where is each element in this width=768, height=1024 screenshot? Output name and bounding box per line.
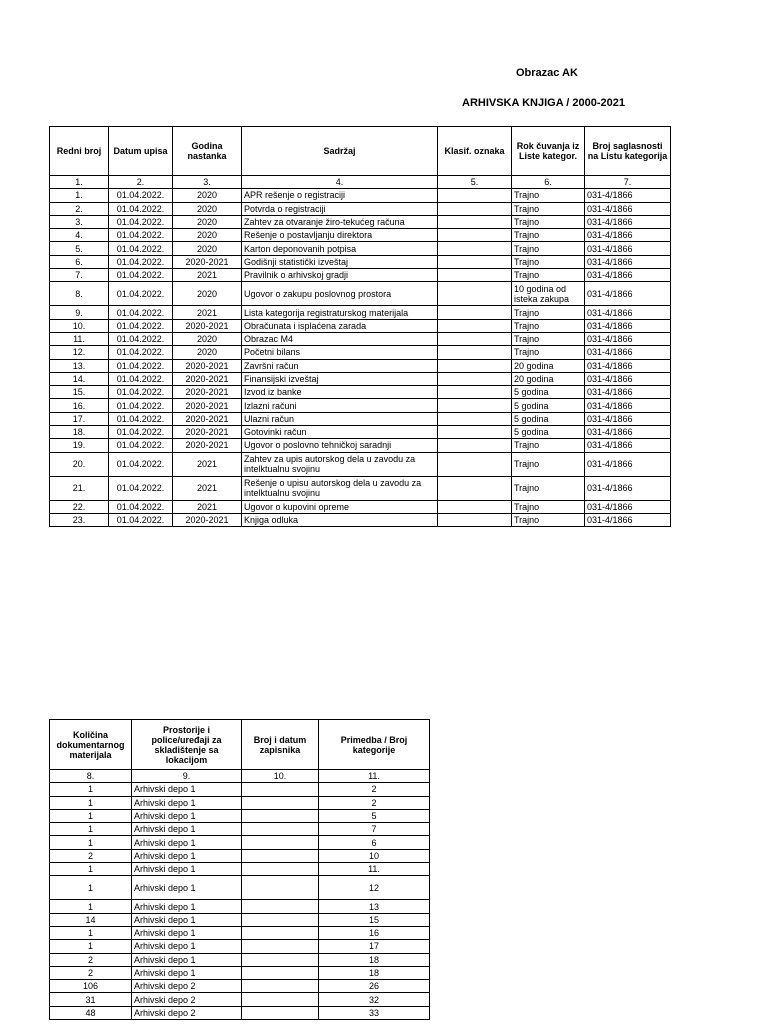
table-row (50, 189, 671, 202)
row-number-cell: 18. (50, 426, 109, 439)
retention-cell: 20 godina (512, 359, 585, 372)
record-cell (242, 980, 319, 993)
table-row (50, 900, 430, 913)
approval-number-cell: 031-4/1866 (585, 319, 671, 332)
table-row (50, 966, 430, 979)
date-cell: 01.04.2022. (109, 242, 173, 255)
row-number-cell: 14. (50, 372, 109, 385)
row-number-cell: 13. (50, 359, 109, 372)
table-row (50, 399, 671, 412)
retention-cell: Trajno (512, 452, 585, 476)
record-cell (242, 953, 319, 966)
note-cell: 26 (319, 980, 430, 993)
numbering-row (50, 770, 430, 783)
date-cell: 01.04.2022. (109, 359, 173, 372)
retention-cell: Trajno (512, 500, 585, 513)
year-cell: 2020 (173, 215, 242, 228)
classification-cell (438, 255, 512, 268)
retention-cell: Trajno (512, 306, 585, 319)
record-cell (242, 836, 319, 849)
classification-cell (438, 386, 512, 399)
record-cell (242, 940, 319, 953)
approval-number-cell: 031-4/1866 (585, 269, 671, 282)
table-row (50, 993, 430, 1006)
table-row (50, 476, 671, 500)
column-header: Količina dokumentarnog materijala (50, 720, 132, 770)
table-row (50, 876, 430, 900)
quantity-cell: 106 (50, 980, 132, 993)
record-cell (242, 1006, 319, 1019)
table-row (50, 849, 430, 862)
record-cell (242, 876, 319, 900)
retention-cell: 20 godina (512, 372, 585, 385)
year-cell: 2020 (173, 189, 242, 202)
retention-cell: Trajno (512, 202, 585, 215)
column-number-cell: 6. (512, 176, 585, 189)
year-cell: 2021 (173, 452, 242, 476)
note-cell: 17 (319, 940, 430, 953)
location-cell: Arhivski depo 1 (132, 876, 242, 900)
date-cell: 01.04.2022. (109, 439, 173, 452)
content-cell: Ugovor o poslovno tehničkoj saradnji (242, 439, 438, 452)
note-cell: 2 (319, 796, 430, 809)
date-cell: 01.04.2022. (109, 282, 173, 306)
approval-number-cell: 031-4/1866 (585, 439, 671, 452)
quantity-cell: 1 (50, 836, 132, 849)
row-number-cell: 16. (50, 399, 109, 412)
row-number-cell: 20. (50, 452, 109, 476)
classification-cell (438, 346, 512, 359)
year-cell: 2020-2021 (173, 513, 242, 526)
year-cell: 2020 (173, 202, 242, 215)
retention-cell: 5 godina (512, 399, 585, 412)
approval-number-cell: 031-4/1866 (585, 332, 671, 345)
approval-number-cell: 031-4/1866 (585, 202, 671, 215)
note-cell: 7 (319, 823, 430, 836)
note-cell: 15 (319, 913, 430, 926)
column-number-cell: 10. (242, 770, 319, 783)
date-cell: 01.04.2022. (109, 452, 173, 476)
retention-cell: 10 godina od isteka zakupa (512, 282, 585, 306)
location-cell: Arhivski depo 1 (132, 953, 242, 966)
note-cell: 16 (319, 926, 430, 939)
table-row (50, 372, 671, 385)
year-cell: 2020-2021 (173, 359, 242, 372)
location-cell: Arhivski depo 2 (132, 993, 242, 1006)
note-cell: 13 (319, 900, 430, 913)
content-cell: Rešenje o postavljanju direktora (242, 229, 438, 242)
retention-cell: Trajno (512, 513, 585, 526)
approval-number-cell: 031-4/1866 (585, 359, 671, 372)
content-cell: Godišnji statistički izveštaj (242, 255, 438, 268)
table-row (50, 913, 430, 926)
table-row (50, 269, 671, 282)
location-cell: Arhivski depo 1 (132, 926, 242, 939)
year-cell: 2020-2021 (173, 319, 242, 332)
year-cell: 2020 (173, 229, 242, 242)
year-cell: 2020-2021 (173, 255, 242, 268)
approval-number-cell: 031-4/1866 (585, 513, 671, 526)
location-cell: Arhivski depo 1 (132, 809, 242, 822)
content-cell: Početni bilans (242, 346, 438, 359)
quantity-cell: 1 (50, 796, 132, 809)
form-title: Obrazac AK (516, 67, 578, 79)
approval-number-cell: 031-4/1866 (585, 399, 671, 412)
row-number-cell: 6. (50, 255, 109, 268)
location-cell: Arhivski depo 1 (132, 796, 242, 809)
table-header-row (50, 127, 671, 176)
quantity-cell: 14 (50, 913, 132, 926)
note-cell: 12 (319, 876, 430, 900)
content-cell: Izlazni računi (242, 399, 438, 412)
column-header: Broj i datum zapisnika (242, 720, 319, 770)
content-cell: Zahtev za otvaranje žiro-tekućeg računa (242, 215, 438, 228)
row-number-cell: 8. (50, 282, 109, 306)
date-cell: 01.04.2022. (109, 215, 173, 228)
date-cell: 01.04.2022. (109, 500, 173, 513)
note-cell: 10 (319, 849, 430, 862)
column-number-cell: 1. (50, 176, 109, 189)
classification-cell (438, 452, 512, 476)
classification-cell (438, 513, 512, 526)
quantity-cell: 2 (50, 849, 132, 862)
quantity-cell: 1 (50, 809, 132, 822)
date-cell: 01.04.2022. (109, 412, 173, 425)
record-cell (242, 796, 319, 809)
table-row (50, 242, 671, 255)
approval-number-cell: 031-4/1866 (585, 412, 671, 425)
table-row (50, 255, 671, 268)
date-cell: 01.04.2022. (109, 319, 173, 332)
year-cell: 2020 (173, 346, 242, 359)
date-cell: 01.04.2022. (109, 372, 173, 385)
column-number-cell: 11. (319, 770, 430, 783)
table-row (50, 439, 671, 452)
year-cell: 2021 (173, 476, 242, 500)
column-header: Redni broj (50, 127, 109, 176)
location-cell: Arhivski depo 1 (132, 913, 242, 926)
table-row (50, 359, 671, 372)
row-number-cell: 4. (50, 229, 109, 242)
row-number-cell: 21. (50, 476, 109, 500)
classification-cell (438, 229, 512, 242)
note-cell: 11. (319, 863, 430, 876)
column-number-cell: 4. (242, 176, 438, 189)
table-row (50, 796, 430, 809)
quantity-cell: 1 (50, 876, 132, 900)
note-cell: 18 (319, 966, 430, 979)
column-header: Primedba / Broj kategorije (319, 720, 430, 770)
table-row (50, 953, 430, 966)
approval-number-cell: 031-4/1866 (585, 452, 671, 476)
table-row (50, 215, 671, 228)
approval-number-cell: 031-4/1866 (585, 306, 671, 319)
content-cell: Knjiga odluka (242, 513, 438, 526)
note-cell: 2 (319, 783, 430, 796)
column-number-cell: 3. (173, 176, 242, 189)
table-row (50, 926, 430, 939)
location-cell: Arhivski depo 1 (132, 966, 242, 979)
classification-cell (438, 359, 512, 372)
content-cell: Gotovinki račun (242, 426, 438, 439)
date-cell: 01.04.2022. (109, 255, 173, 268)
content-cell: Zahtev za upis autorskog dela u zavodu za intelktualnu svojinu (242, 452, 438, 476)
retention-cell: 5 godina (512, 426, 585, 439)
column-header: Godina nastanka (173, 127, 242, 176)
record-cell (242, 849, 319, 862)
table-row (50, 863, 430, 876)
row-number-cell: 9. (50, 306, 109, 319)
approval-number-cell: 031-4/1866 (585, 242, 671, 255)
date-cell: 01.04.2022. (109, 229, 173, 242)
classification-cell (438, 306, 512, 319)
table-row (50, 980, 430, 993)
year-cell: 2021 (173, 306, 242, 319)
classification-cell (438, 399, 512, 412)
table-row (50, 319, 671, 332)
location-cell: Arhivski depo 1 (132, 783, 242, 796)
quantity-cell: 1 (50, 863, 132, 876)
table-row (50, 809, 430, 822)
table-row (50, 346, 671, 359)
table-row (50, 783, 430, 796)
table-row (50, 332, 671, 345)
note-cell: 32 (319, 993, 430, 1006)
table-row (50, 500, 671, 513)
record-cell (242, 823, 319, 836)
date-cell: 01.04.2022. (109, 399, 173, 412)
quantity-cell: 2 (50, 966, 132, 979)
retention-cell: Trajno (512, 332, 585, 345)
content-cell: Obrazac M4 (242, 332, 438, 345)
location-cell: Arhivski depo 1 (132, 863, 242, 876)
year-cell: 2021 (173, 269, 242, 282)
date-cell: 01.04.2022. (109, 306, 173, 319)
numbering-row (50, 176, 671, 189)
retention-cell: 5 godina (512, 412, 585, 425)
date-cell: 01.04.2022. (109, 476, 173, 500)
year-cell: 2020-2021 (173, 426, 242, 439)
date-cell: 01.04.2022. (109, 386, 173, 399)
retention-cell: Trajno (512, 319, 585, 332)
classification-cell (438, 476, 512, 500)
retention-cell: Trajno (512, 346, 585, 359)
row-number-cell: 23. (50, 513, 109, 526)
row-number-cell: 2. (50, 202, 109, 215)
quantity-cell: 1 (50, 783, 132, 796)
record-cell (242, 993, 319, 1006)
location-cell: Arhivski depo 1 (132, 849, 242, 862)
approval-number-cell: 031-4/1866 (585, 282, 671, 306)
classification-cell (438, 439, 512, 452)
column-number-cell: 7. (585, 176, 671, 189)
date-cell: 01.04.2022. (109, 189, 173, 202)
note-cell: 18 (319, 953, 430, 966)
content-cell: Ulazni račun (242, 412, 438, 425)
quantity-cell: 1 (50, 926, 132, 939)
date-cell: 01.04.2022. (109, 426, 173, 439)
table-row (50, 202, 671, 215)
row-number-cell: 10. (50, 319, 109, 332)
column-number-cell: 9. (132, 770, 242, 783)
column-header: Sadržaj (242, 127, 438, 176)
date-cell: 01.04.2022. (109, 202, 173, 215)
archive-table (49, 126, 671, 527)
content-cell: Ugovor o kupovini opreme (242, 500, 438, 513)
approval-number-cell: 031-4/1866 (585, 426, 671, 439)
column-number-cell: 5. (438, 176, 512, 189)
location-cell: Arhivski depo 2 (132, 1006, 242, 1019)
note-cell: 5 (319, 809, 430, 822)
classification-cell (438, 282, 512, 306)
row-number-cell: 12. (50, 346, 109, 359)
column-header: Rok čuvanja iz Liste kategor. (512, 127, 585, 176)
record-cell (242, 966, 319, 979)
record-cell (242, 863, 319, 876)
location-cell: Arhivski depo 1 (132, 836, 242, 849)
approval-number-cell: 031-4/1866 (585, 372, 671, 385)
year-cell: 2020 (173, 332, 242, 345)
approval-number-cell: 031-4/1866 (585, 476, 671, 500)
storage-table (49, 719, 430, 1020)
record-cell (242, 783, 319, 796)
year-cell: 2020-2021 (173, 412, 242, 425)
row-number-cell: 17. (50, 412, 109, 425)
content-cell: Potvrda o registraciji (242, 202, 438, 215)
content-cell: APR rešenje o registraciji (242, 189, 438, 202)
quantity-cell: 48 (50, 1006, 132, 1019)
classification-cell (438, 332, 512, 345)
location-cell: Arhivski depo 1 (132, 900, 242, 913)
content-cell: Karton deponovanih potpisa (242, 242, 438, 255)
content-cell: Završni račun (242, 359, 438, 372)
row-number-cell: 15. (50, 386, 109, 399)
row-number-cell: 3. (50, 215, 109, 228)
quantity-cell: 31 (50, 993, 132, 1006)
year-cell: 2020-2021 (173, 386, 242, 399)
retention-cell: Trajno (512, 476, 585, 500)
row-number-cell: 7. (50, 269, 109, 282)
classification-cell (438, 215, 512, 228)
table-header-row (50, 720, 430, 770)
classification-cell (438, 189, 512, 202)
column-header: Klasif. oznaka (438, 127, 512, 176)
retention-cell: Trajno (512, 255, 585, 268)
table-row (50, 229, 671, 242)
content-cell: Obračunata i isplaćena zarada (242, 319, 438, 332)
column-header: Prostorije i police/uređaji za skladištenje sa lokacijom (132, 720, 242, 770)
column-number-cell: 8. (50, 770, 132, 783)
date-cell: 01.04.2022. (109, 332, 173, 345)
retention-cell: Trajno (512, 242, 585, 255)
classification-cell (438, 319, 512, 332)
content-cell: Rešenje o upisu autorskog dela u zavodu za intelktualnu svojinu (242, 476, 438, 500)
content-cell: Ugovor o zakupu poslovnog prostora (242, 282, 438, 306)
record-cell (242, 809, 319, 822)
record-cell (242, 913, 319, 926)
column-header: Datum upisa (109, 127, 173, 176)
note-cell: 33 (319, 1006, 430, 1019)
approval-number-cell: 031-4/1866 (585, 255, 671, 268)
classification-cell (438, 202, 512, 215)
table-row (50, 306, 671, 319)
table-row (50, 836, 430, 849)
row-number-cell: 22. (50, 500, 109, 513)
content-cell: Finansijski izveštaj (242, 372, 438, 385)
retention-cell: Trajno (512, 269, 585, 282)
location-cell: Arhivski depo 1 (132, 940, 242, 953)
year-cell: 2020-2021 (173, 372, 242, 385)
table-row (50, 823, 430, 836)
year-cell: 2020 (173, 282, 242, 306)
retention-cell: Trajno (512, 229, 585, 242)
row-number-cell: 1. (50, 189, 109, 202)
classification-cell (438, 269, 512, 282)
date-cell: 01.04.2022. (109, 513, 173, 526)
classification-cell (438, 426, 512, 439)
classification-cell (438, 372, 512, 385)
quantity-cell: 1 (50, 900, 132, 913)
content-cell: Lista kategorija registraturskog materijala (242, 306, 438, 319)
table-row (50, 452, 671, 476)
table-row (50, 282, 671, 306)
column-number-cell: 2. (109, 176, 173, 189)
approval-number-cell: 031-4/1866 (585, 189, 671, 202)
classification-cell (438, 242, 512, 255)
content-cell: Izvod iz banke (242, 386, 438, 399)
quantity-cell: 2 (50, 953, 132, 966)
date-cell: 01.04.2022. (109, 269, 173, 282)
table-row (50, 940, 430, 953)
approval-number-cell: 031-4/1866 (585, 215, 671, 228)
retention-cell: Trajno (512, 189, 585, 202)
quantity-cell: 1 (50, 823, 132, 836)
location-cell: Arhivski depo 2 (132, 980, 242, 993)
retention-cell: Trajno (512, 215, 585, 228)
row-number-cell: 19. (50, 439, 109, 452)
retention-cell: 5 godina (512, 386, 585, 399)
year-cell: 2021 (173, 500, 242, 513)
retention-cell: Trajno (512, 439, 585, 452)
row-number-cell: 5. (50, 242, 109, 255)
column-header: Broj saglasnosti na Listu kategorija (585, 127, 671, 176)
approval-number-cell: 031-4/1866 (585, 386, 671, 399)
table-row (50, 513, 671, 526)
approval-number-cell: 031-4/1866 (585, 229, 671, 242)
record-cell (242, 926, 319, 939)
table-row (50, 386, 671, 399)
location-cell: Arhivski depo 1 (132, 823, 242, 836)
approval-number-cell: 031-4/1866 (585, 500, 671, 513)
classification-cell (438, 500, 512, 513)
date-cell: 01.04.2022. (109, 346, 173, 359)
table-row (50, 412, 671, 425)
record-cell (242, 900, 319, 913)
year-cell: 2020-2021 (173, 399, 242, 412)
note-cell: 6 (319, 836, 430, 849)
year-cell: 2020 (173, 242, 242, 255)
row-number-cell: 11. (50, 332, 109, 345)
approval-number-cell: 031-4/1866 (585, 346, 671, 359)
year-cell: 2020-2021 (173, 439, 242, 452)
table-row (50, 1006, 430, 1019)
table-row (50, 426, 671, 439)
quantity-cell: 1 (50, 940, 132, 953)
classification-cell (438, 412, 512, 425)
content-cell: Pravilnik o arhivskoj gradji (242, 269, 438, 282)
book-title: ARHIVSKA KNJIGA / 2000-2021 (462, 97, 626, 109)
